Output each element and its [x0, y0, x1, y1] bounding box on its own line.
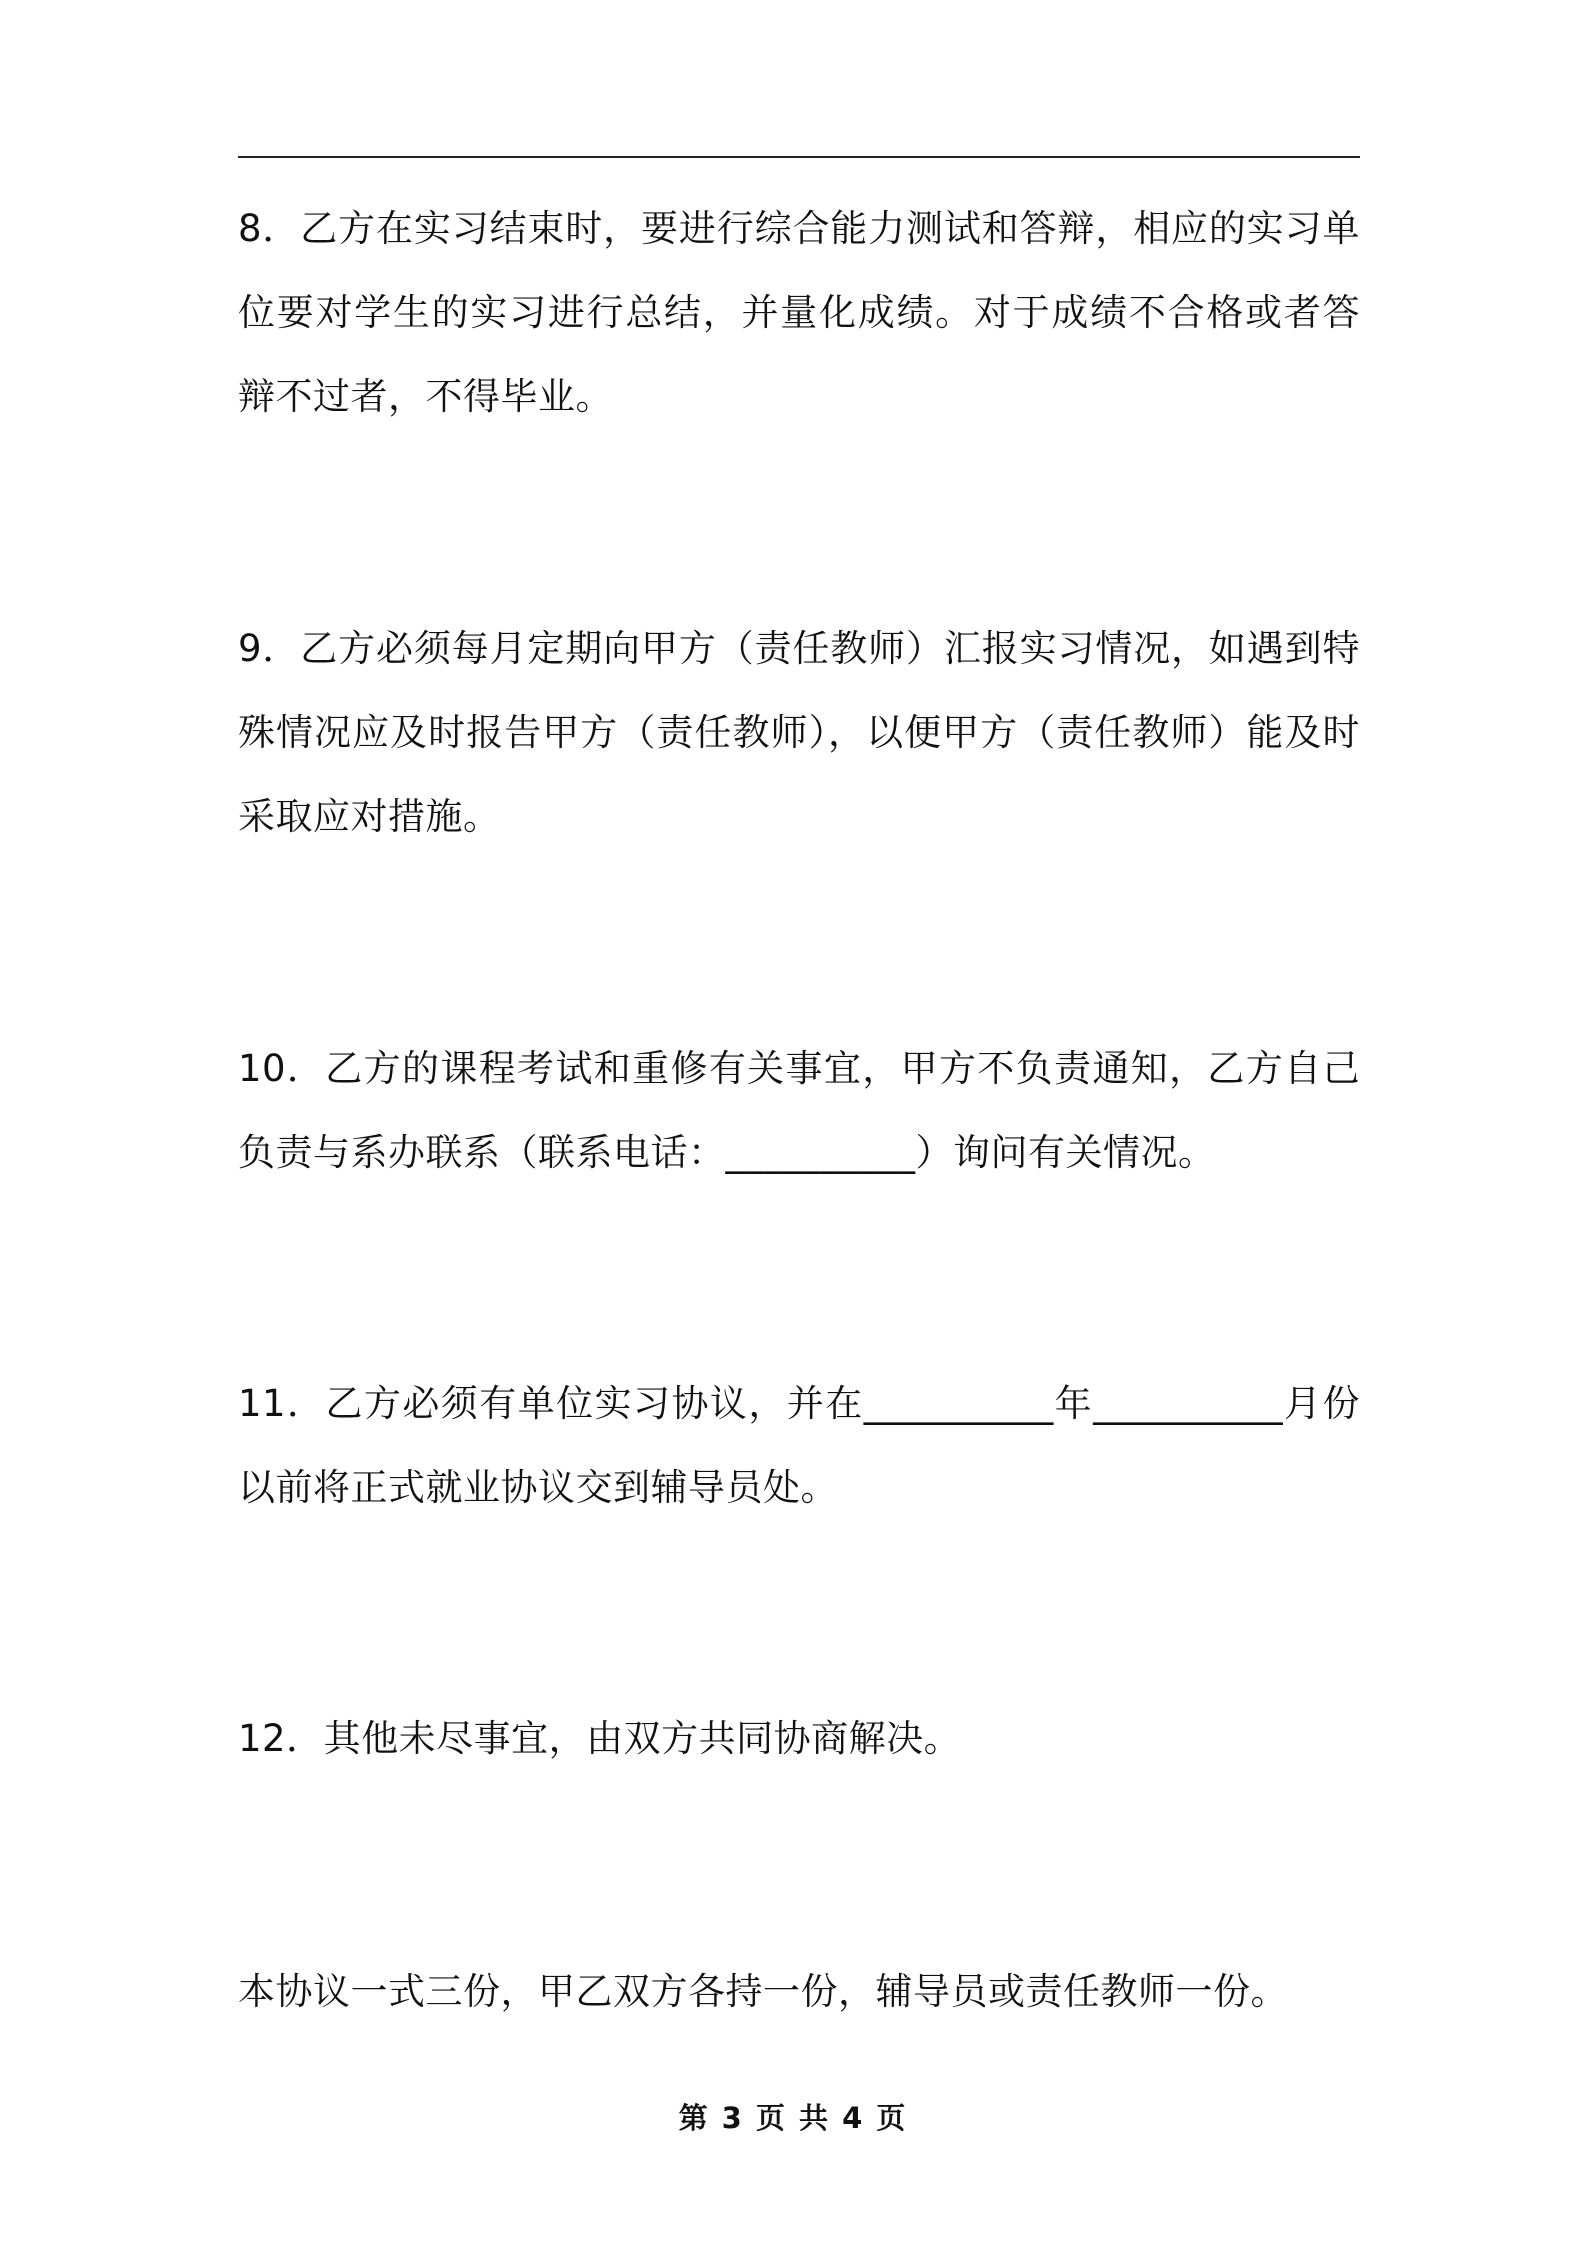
page-number: 第 3 页 共 4 页	[678, 2101, 908, 2135]
header-rule	[238, 156, 1360, 158]
closing-statement: 本协议一式三份，甲乙双方各持一份，辅导员或责任教师一份。	[238, 1970, 1288, 2013]
clause-11: 11．乙方必须有单位实习协议，并在__________年__________月份以前将正式就业协议交到辅导员处。	[238, 1382, 1360, 1509]
clause-12: 12．其他未尽事宜，由双方共同协商解决。	[238, 1717, 962, 1760]
clause-10: 10．乙方的课程考试和重修有关事宜，甲方不负责通知，乙方自己负责与系办联系（联系电话：__________）询问有关情况。	[238, 1047, 1360, 1174]
clause-8: 8．乙方在实习结束时，要进行综合能力测试和答辩，相应的实习单位要对学生的实习进行总结，并量化成绩。对于成绩不合格或者答辩不过者，不得毕业。	[238, 207, 1360, 418]
clause-9: 9．乙方必须每月定期向甲方（责任教师）汇报实习情况，如遇到特殊情况应及时报告甲方（责任教师），以便甲方（责任教师）能及时采取应对措施。	[238, 627, 1360, 838]
